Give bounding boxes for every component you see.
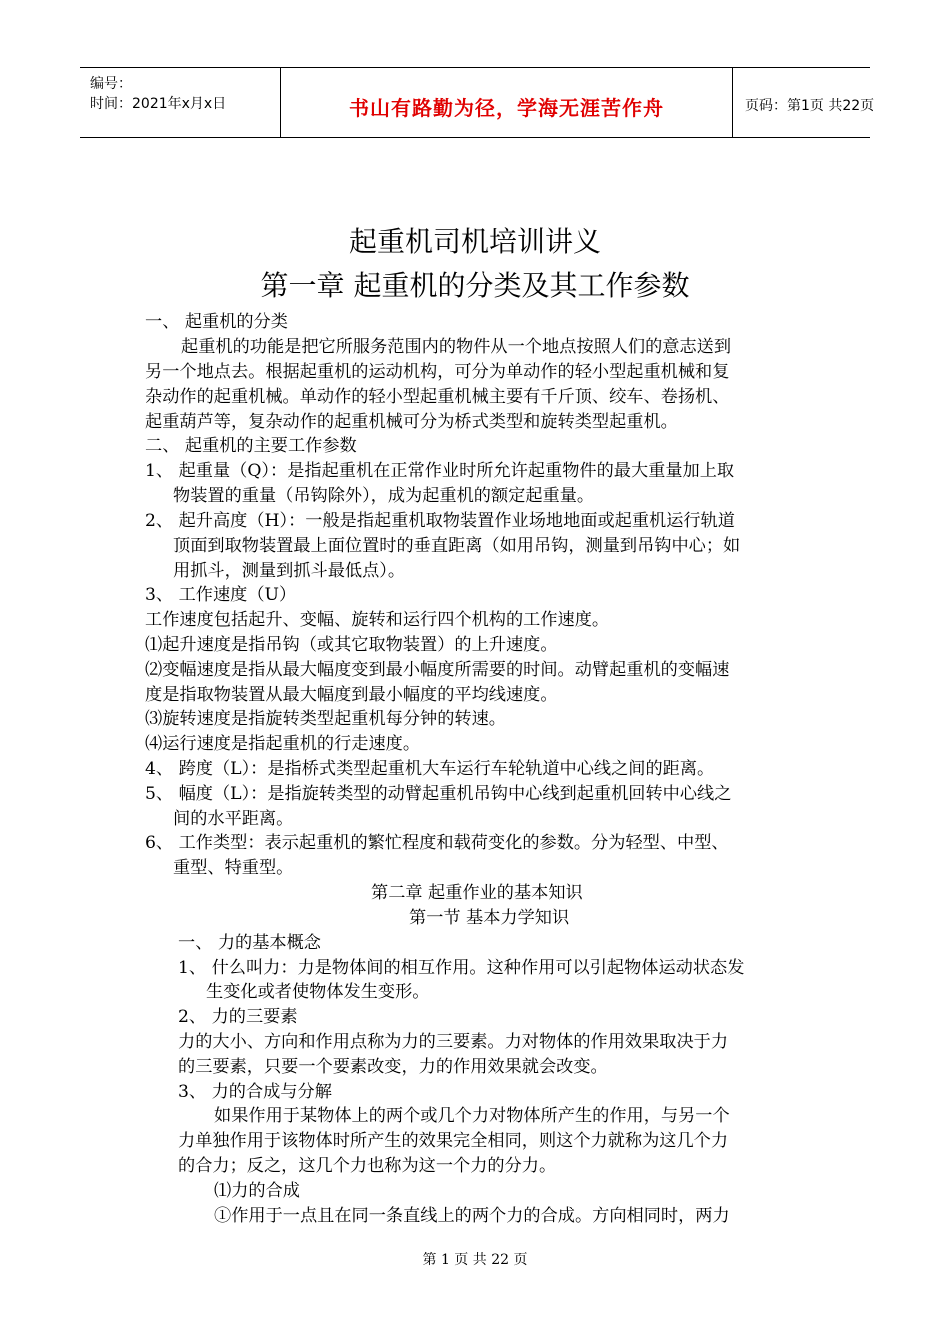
- header-page-cell: [733, 68, 875, 137]
- list-item-continuation: 用抓斗，测量到抓斗最低点）。: [173, 561, 406, 581]
- header-motto-cell: [281, 68, 733, 137]
- paragraph-line: 度是指取物装置从最大幅度到最小幅度的平均线速度。: [145, 685, 558, 705]
- paragraph-line: ⑴起升速度是指吊钩（或其它取物装置）的上升速度。: [145, 635, 558, 655]
- page-footer: 第 1 页 共 22 页: [422, 1252, 528, 1268]
- header-info-cell: [80, 68, 281, 137]
- section-heading: 一、 力的基本概念: [178, 933, 321, 953]
- paragraph-line: 力单独作用于该物体时所产生的效果完全相同，则这个力就称为这几个力: [178, 1131, 729, 1151]
- header-table: [80, 67, 875, 138]
- paragraph-line: 工作速度包括起升、变幅、旋转和运行四个机构的工作速度。: [145, 610, 610, 630]
- list-item: 3、 力的合成与分解: [178, 1082, 332, 1102]
- chapter-heading: 第二章 起重作业的基本知识: [371, 883, 583, 903]
- paragraph-line: 的合力；反之，这几个力也称为这一个力的分力。: [178, 1156, 557, 1176]
- number-label: 编号：: [90, 76, 132, 92]
- list-item: 5、 幅度（L）：是指旋转类型的动臂起重机吊钩中心线到起重机回转中心线之: [145, 784, 732, 804]
- list-item: 1、 什么叫力：力是物体间的相互作用。这种作用可以引起物体运动状态发: [178, 958, 745, 978]
- section-title: 第一节 基本力学知识: [409, 908, 570, 928]
- list-item: 4、 跨度（L）：是指桥式类型起重机大车运行车轮轨道中心线之间的距离。: [145, 759, 715, 779]
- paragraph-line: 起重机的功能是把它所服务范围内的物件从一个地点按照人们的意志送到: [181, 337, 732, 357]
- paragraph-line: ⑶旋转速度是指旋转类型起重机每分钟的转速。: [145, 709, 506, 729]
- list-item-continuation: 生变化或者使物体发生变形。: [206, 982, 430, 1002]
- list-item: 3、 工作速度（U）: [145, 585, 297, 605]
- section-heading: 一、 起重机的分类: [145, 312, 288, 332]
- paragraph-line: 另一个地点去。根据起重机的运动机构，可分为单动作的轻小型起重机械和复: [145, 362, 730, 382]
- list-item: 2、 力的三要素: [178, 1007, 298, 1027]
- document-title: 起重机司机培训讲义: [348, 225, 601, 258]
- paragraph-line: ⑵变幅速度是指从最大幅度变到最小幅度所需要的时间。动臂起重机的变幅速: [145, 660, 730, 680]
- paragraph-line: 起重葫芦等，复杂动作的起重机械可分为桥式类型和旋转类型起重机。: [145, 412, 678, 432]
- paragraph-line: ⑷运行速度是指起重机的行走速度。: [145, 734, 421, 754]
- motto: 书山有路勤为径，学海无涯苦作舟: [349, 96, 664, 120]
- list-item-continuation: 间的水平距离。: [173, 809, 294, 829]
- time-label: 时间：2021年x月x日: [90, 96, 227, 112]
- list-item: 6、 工作类型：表示起重机的繁忙程度和载荷变化的参数。分为轻型、中型、: [145, 833, 729, 853]
- paragraph-line: 如果作用于某物体上的两个或几个力对物体所产生的作用，与另一个: [214, 1106, 730, 1126]
- chapter-title: 第一章 起重机的分类及其工作参数: [260, 269, 690, 302]
- section-heading: 二、 起重机的主要工作参数: [145, 436, 357, 456]
- paragraph-line: 杂动作的起重机械。单动作的轻小型起重机械主要有千斤顶、绞车、卷扬机、: [145, 387, 730, 407]
- list-item-continuation: 物装置的重量（吊钩除外），成为起重机的额定起重量。: [173, 486, 595, 506]
- paragraph-line: 力的大小、方向和作用点称为力的三要素。力对物体的作用效果取决于力: [178, 1032, 729, 1052]
- list-item-continuation: 顶面到取物装置最上面位置时的垂直距离（如用吊钩，测量到吊钩中心；如: [173, 536, 741, 556]
- paragraph-line: 的三要素，只要一个要素改变，力的作用效果就会改变。: [178, 1057, 608, 1077]
- list-item: 2、 起升高度（H）：一般是指起重机取物装置作业场地地面或起重机运行轨道: [145, 511, 735, 531]
- list-item-continuation: 重型、特重型。: [173, 858, 294, 878]
- page-info: 页码：第1页 共22页: [745, 98, 875, 114]
- list-item: 1、 起重量（Q）：是指起重机在正常作业时所允许起重物件的最大重量加上取: [145, 461, 735, 481]
- subsection-heading: ⑴力的合成: [214, 1181, 300, 1201]
- paragraph-line: ①作用于一点且在同一条直线上的两个力的合成。方向相同时，两力: [214, 1206, 730, 1226]
